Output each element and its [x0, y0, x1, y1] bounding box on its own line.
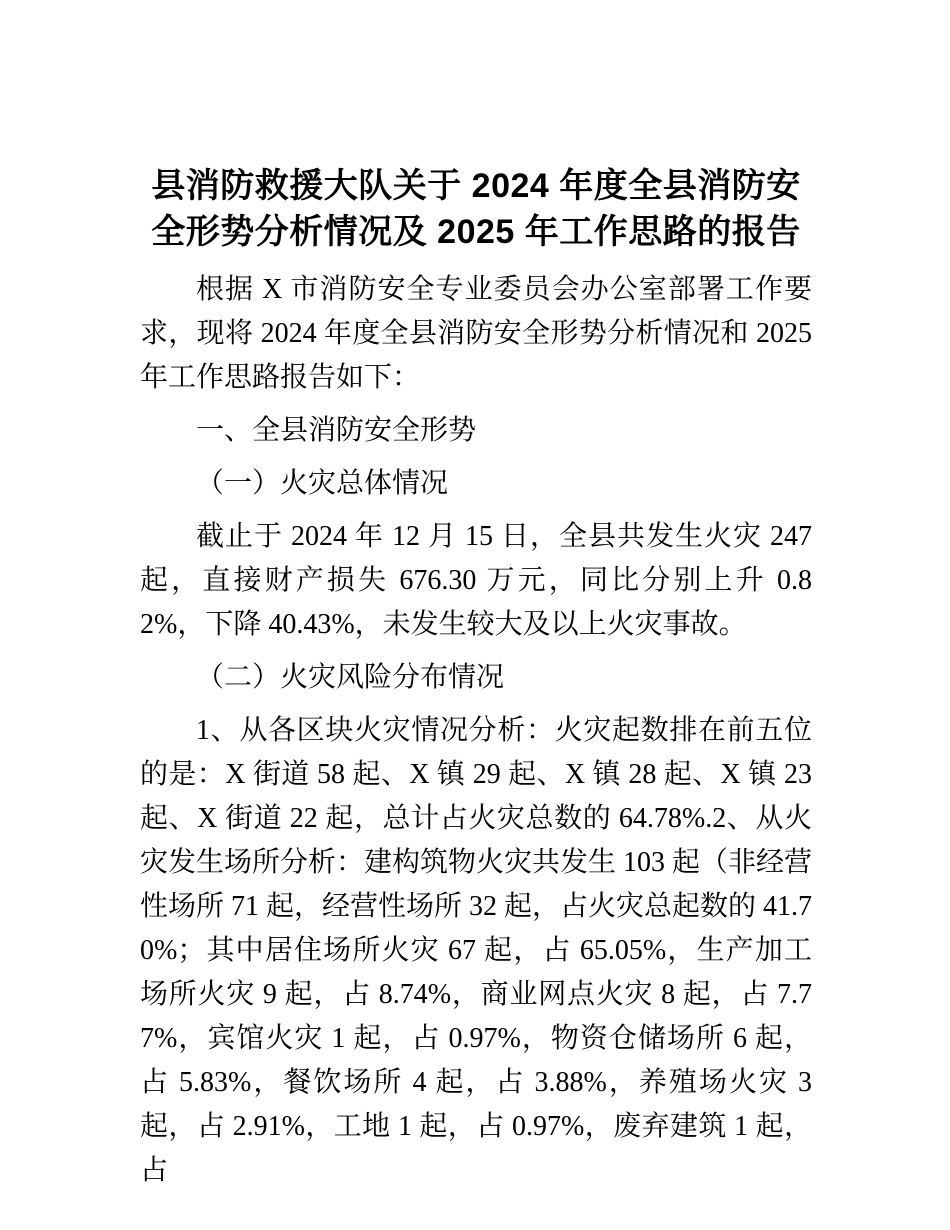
subsection-heading-1-2: （二）火灾风险分布情况 [196, 662, 505, 693]
subsection-heading-1-1: （一）火灾总体情况 [196, 468, 449, 499]
paragraph-fire-risk-distribution: 1、从各区块火灾情况分析：火灾起数排在前五位的是：X 街道 58 起、X 镇 29 起、X 镇 28 起、X 镇 23 起、X 街道 22 起，总计占火灾总数的 64.78%.2、从火灾发生场所分析：建构筑物火灾共发生 103 起（非经营性场所 71 起，经营性场所 32 起，占火灾总起数的 41.70%；其中居住场所火灾 67 起，占 65.05%，生产加工场所火灾 9 起，占 8.74%，商业网点火灾 8 起，占 7.77%，宾馆火灾 1 起，占 0.97%，物资仓储场所 6 起，占 5.83%，餐饮场所 4 起，占 3.88%，养殖场火灾 3 起，占 2.91%，工地 1 起，占 0.97%，废弃建筑 1 起，占 [140, 715, 813, 1186]
document-title: 县消防救援大队关于 2024 年度全县消防安全形势分析情况及 2025 年工作思路的报告 [151, 167, 801, 251]
section-heading-1: 一、全县消防安全形势 [196, 415, 477, 446]
paragraph-fire-overview: 截止于 2024 年 12 月 15 日，全县共发生火灾 247 起，直接财产损失 676.30 万元，同比分别上升 0.82%，下降 40.43%，未发生较大及以上火灾事故。 [140, 521, 812, 640]
paragraph-intro: 根据 X 市消防安全专业委员会办公室部署工作要求，现将 2024 年度全县消防安全形势分析情况和 2025 年工作思路报告如下： [140, 274, 812, 393]
